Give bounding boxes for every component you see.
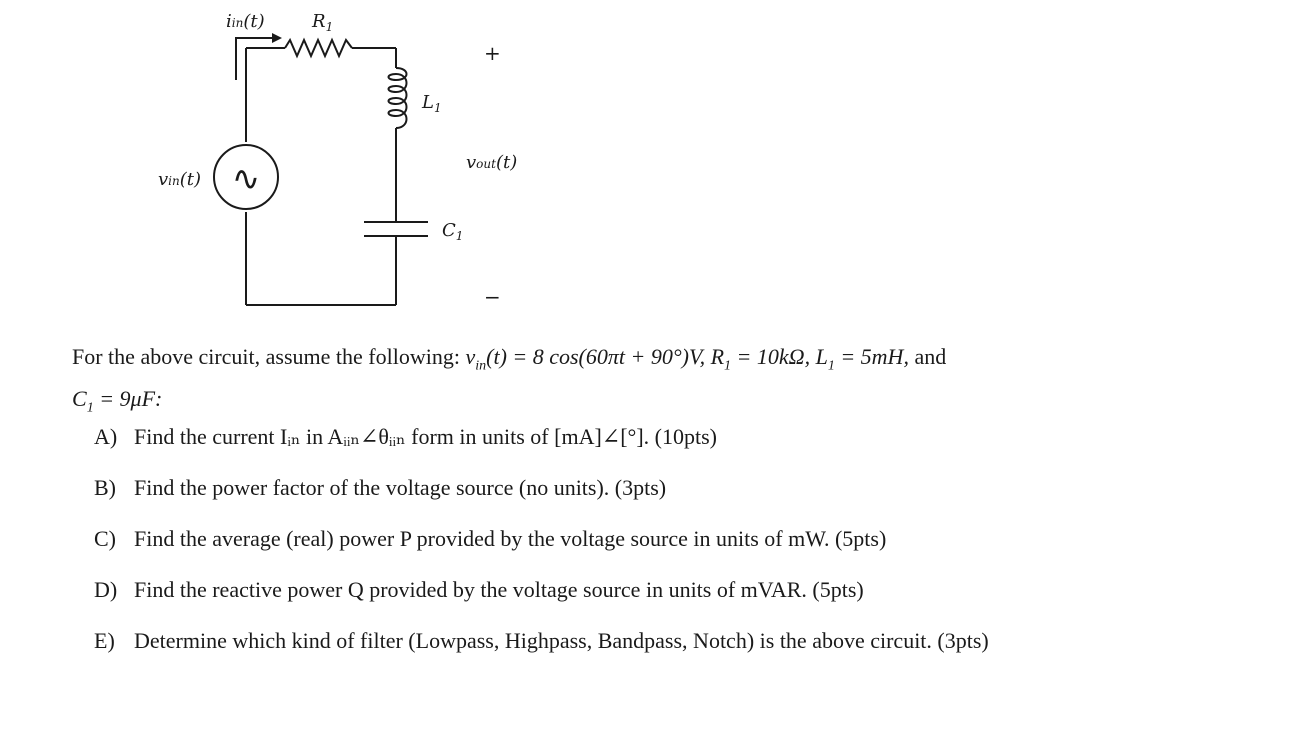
r1-label: $R_1$	[312, 11, 334, 34]
r1-expression: $R_1 = 10k\Omega$,	[710, 344, 811, 374]
c1-label: $C_1$	[442, 220, 464, 243]
plus-sign: +	[484, 41, 501, 65]
minus-sign: −	[484, 285, 501, 309]
and-word: and	[914, 344, 947, 369]
question-c: C) Find the average (real) power P provided by the voltage source in units of mW. (5pts)	[94, 526, 887, 551]
circuit-diagram	[0, 0, 1290, 330]
resistor-r1	[285, 40, 352, 56]
question-b: B) Find the power factor of the voltage source (no units). (3pts)	[94, 475, 667, 500]
problem-statement	[72, 340, 1212, 425]
c1-expression: $C_1 = 9\mu F$:	[72, 386, 163, 416]
intro-text: For the above circuit, assume the following:	[72, 344, 460, 369]
l1-label: $L_1$	[422, 92, 442, 115]
question-list	[94, 424, 1234, 679]
l1-expression: $L_1 = 5mH$,	[815, 344, 909, 374]
current-arrow	[236, 38, 274, 80]
source-symbol: ∿	[231, 159, 261, 199]
inductor-l1	[389, 68, 407, 128]
question-e: E) Determine which kind of filter (Lowpass, Highpass, Bandpass, Notch) is the above circuit. (3pts)	[94, 628, 989, 653]
current-label: iin(t)	[226, 11, 265, 32]
vin-expression: $v_{in}(t) = 8$ cos(60πt + 90°)V,	[465, 344, 706, 374]
vin-label: vin(t)	[158, 169, 202, 190]
vout-label: vout(t)	[466, 152, 518, 173]
question-d: D) Find the reactive power Q provided by the voltage source in units of mVAR. (5pts)	[94, 577, 864, 602]
question-a: A) Find the current Iᵢₙ in Aᵢᵢₙ∠θᵢᵢₙ form in units of [mA]∠[°]. (10pts)	[94, 424, 717, 449]
